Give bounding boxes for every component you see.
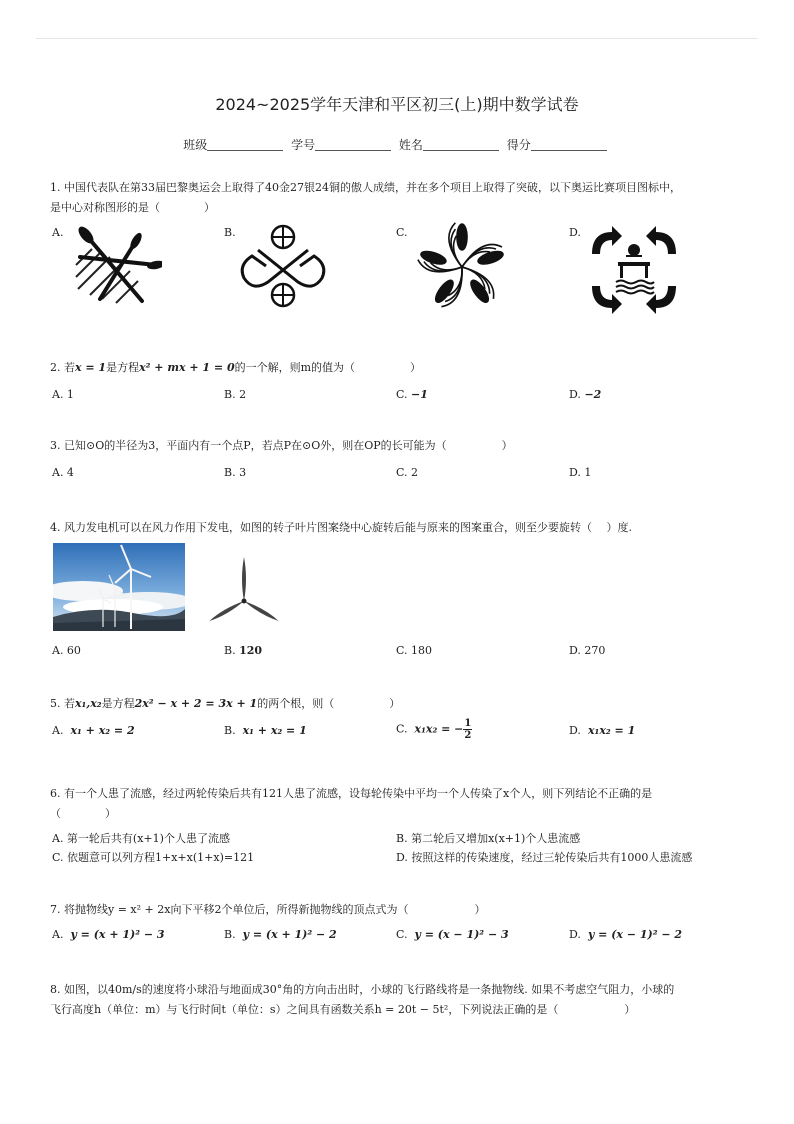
question-4: 4. 风力发电机可以在风力作用下发电，如图的转子叶片图案绕中心旋转后能与原来的图案重合，则至少要旋转（ ）度. [50, 521, 632, 534]
canoe-paddles-icon [72, 225, 162, 310]
page-title: 2024~2025学年天津和平区初三(上)期中数学试卷 [215, 95, 579, 114]
q6-option-b: B. 第二轮后又增加x(x+1)个人患流感 [396, 832, 581, 845]
question-8 [50, 980, 750, 1020]
class-blank [207, 138, 283, 151]
q7-option-b-label: B. [224, 928, 236, 941]
q5-eq: 2x² − x + 2 = 3x + 1 [134, 697, 258, 710]
q7-option-a-label: A. [52, 928, 64, 941]
q4-option-c: C. 180 [396, 644, 433, 657]
q7-option-b [224, 928, 337, 941]
q5-suffix: 的两个根，则（ ） [257, 697, 401, 710]
q5-option-c-label: C. [396, 722, 408, 736]
q2-option-c [396, 388, 428, 401]
q2-option-b: B. 2 [224, 388, 247, 401]
q3-option-d: D. 1 [569, 466, 592, 479]
q2-option-c-math: −1 [411, 388, 428, 401]
q4-option-d: D. 270 [569, 644, 606, 657]
q2-suffix: 的一个解，则m的值为（ ） [234, 361, 422, 374]
q2-eq2: x² + mx + 1 = 0 [139, 361, 235, 374]
question-3: 3. 已知⊙O的半径为3，平面内有一个点P，若点P在⊙O外，则在OP的长可能为（ ） [50, 439, 513, 452]
q7-option-a [52, 928, 165, 941]
score-blank [531, 138, 607, 151]
q5-frac-denominator: 2 [464, 730, 472, 741]
q1-option-d: D. [569, 226, 581, 239]
q7-option-c-math: y = (x − 1)² − 3 [414, 928, 509, 941]
q2-option-a: A. 1 [52, 388, 74, 401]
q6-option-a: A. 第一轮后共有(x+1)个人患了流感 [52, 832, 230, 845]
q5-option-c-math: x₁x₂ = − [414, 722, 464, 736]
name-blank [423, 138, 499, 151]
q7-option-d [569, 928, 682, 941]
q5-option-a-label: A. [52, 724, 64, 737]
q3-option-a: A. 4 [52, 466, 74, 479]
question-1-line2: 是中心对称图形的是（ ） [50, 201, 215, 214]
q6-option-d: D. 按照这样的传染速度，经过三轮传染后共有1000人患流感 [396, 851, 693, 864]
question-1-line1: 1. 中国代表队在第33届巴黎奥运会上取得了40金27银24铜的傲人成绩，并在多个项目上取得了突破，以下奥运比赛项目图标中， [50, 181, 681, 194]
q7-option-d-label: D. [569, 928, 581, 941]
question-6 [50, 784, 750, 824]
q4-option-b-label: B. [224, 644, 236, 657]
q2-option-c-label: C. [396, 388, 408, 401]
q5-mid: 是方程 [101, 697, 135, 710]
q5-option-d-label: D. [569, 724, 581, 737]
id-label: 学号 [291, 138, 316, 152]
question-7: 7. 将抛物线y = x² + 2x向下平移2个单位后，所得新抛物线的顶点式为（ ） [50, 903, 486, 916]
q6-option-c: C. 依题意可以列方程1+x+x(1+x)=121 [52, 851, 255, 864]
q1-option-a: A. [52, 226, 64, 239]
header-divider [36, 38, 758, 39]
q2-eq1: x = 1 [75, 361, 107, 374]
q2-option-d [569, 388, 601, 401]
question-1 [50, 178, 750, 218]
q7-option-d-math: y = (x − 1)² − 2 [587, 928, 683, 941]
q5-option-d [569, 724, 635, 737]
q5-option-c [396, 718, 472, 741]
q5-prefix: 5. 若 [50, 697, 75, 710]
wind-turbine-photo [53, 543, 185, 631]
q4-option-b [224, 644, 262, 657]
q5-option-b [224, 724, 307, 737]
question-5 [50, 694, 750, 714]
q7-option-c [396, 928, 509, 941]
q5-option-d-math: x₁x₂ = 1 [587, 724, 636, 737]
q5-roots: x₁,x₂ [75, 697, 102, 710]
q1-option-b: B. [224, 226, 236, 239]
q5-option-b-label: B. [224, 724, 236, 737]
question-8-line2: 飞行高度h（单位：m）与飞行时间t（单位：s）之间具有函数关系h = 20t − 5t²，下列说法正确的是（ ） [50, 1003, 636, 1016]
q7-option-a-math: y = (x + 1)² − 3 [70, 928, 165, 941]
name-label: 姓名 [398, 138, 423, 152]
q1-option-c: C. [396, 226, 408, 239]
question-6-line1: 6. 有一个人患了流感，经过两轮传染后共有121人患了流感，设每轮传染中平均一个人传染了x个人，则下列结论不正确的是 [50, 787, 653, 800]
q4-option-b-math: 120 [239, 644, 263, 657]
q5-option-c-fraction [463, 718, 472, 741]
q2-option-d-label: D. [569, 388, 581, 401]
q5-option-a-math: x₁ + x₂ = 2 [70, 724, 135, 737]
q2-prefix: 2. 若 [50, 361, 75, 374]
q3-option-c: C. 2 [396, 466, 419, 479]
pinwheel-icon [412, 220, 512, 314]
q2-option-d-math: −2 [584, 388, 602, 401]
q5-frac-numerator: 1 [464, 718, 472, 729]
q5-option-a [52, 724, 135, 737]
q2-mid: 是方程 [106, 361, 140, 374]
class-label: 班级 [183, 138, 208, 152]
question-8-line1: 8. 如图，以40m/s的速度将小球沿与地面成30°角的方向击出时，小球的飞行路线将是一条抛物线. 如果不考虑空气阻力，小球的 [50, 983, 675, 996]
diving-icon [588, 224, 680, 316]
basketball-3x3-icon [238, 220, 328, 310]
student-info-line [0, 136, 794, 153]
q4-option-a: A. 60 [52, 644, 81, 657]
q3-option-b: B. 3 [224, 466, 247, 479]
question-6-line2: （ ） [50, 807, 116, 820]
rotor-blades-figure [206, 553, 284, 623]
q5-option-b-math: x₁ + x₂ = 1 [242, 724, 307, 737]
score-label: 得分 [506, 138, 531, 152]
q7-option-b-math: y = (x + 1)² − 2 [242, 928, 337, 941]
q7-option-c-label: C. [396, 928, 408, 941]
id-blank [315, 138, 391, 151]
question-2 [50, 358, 750, 378]
